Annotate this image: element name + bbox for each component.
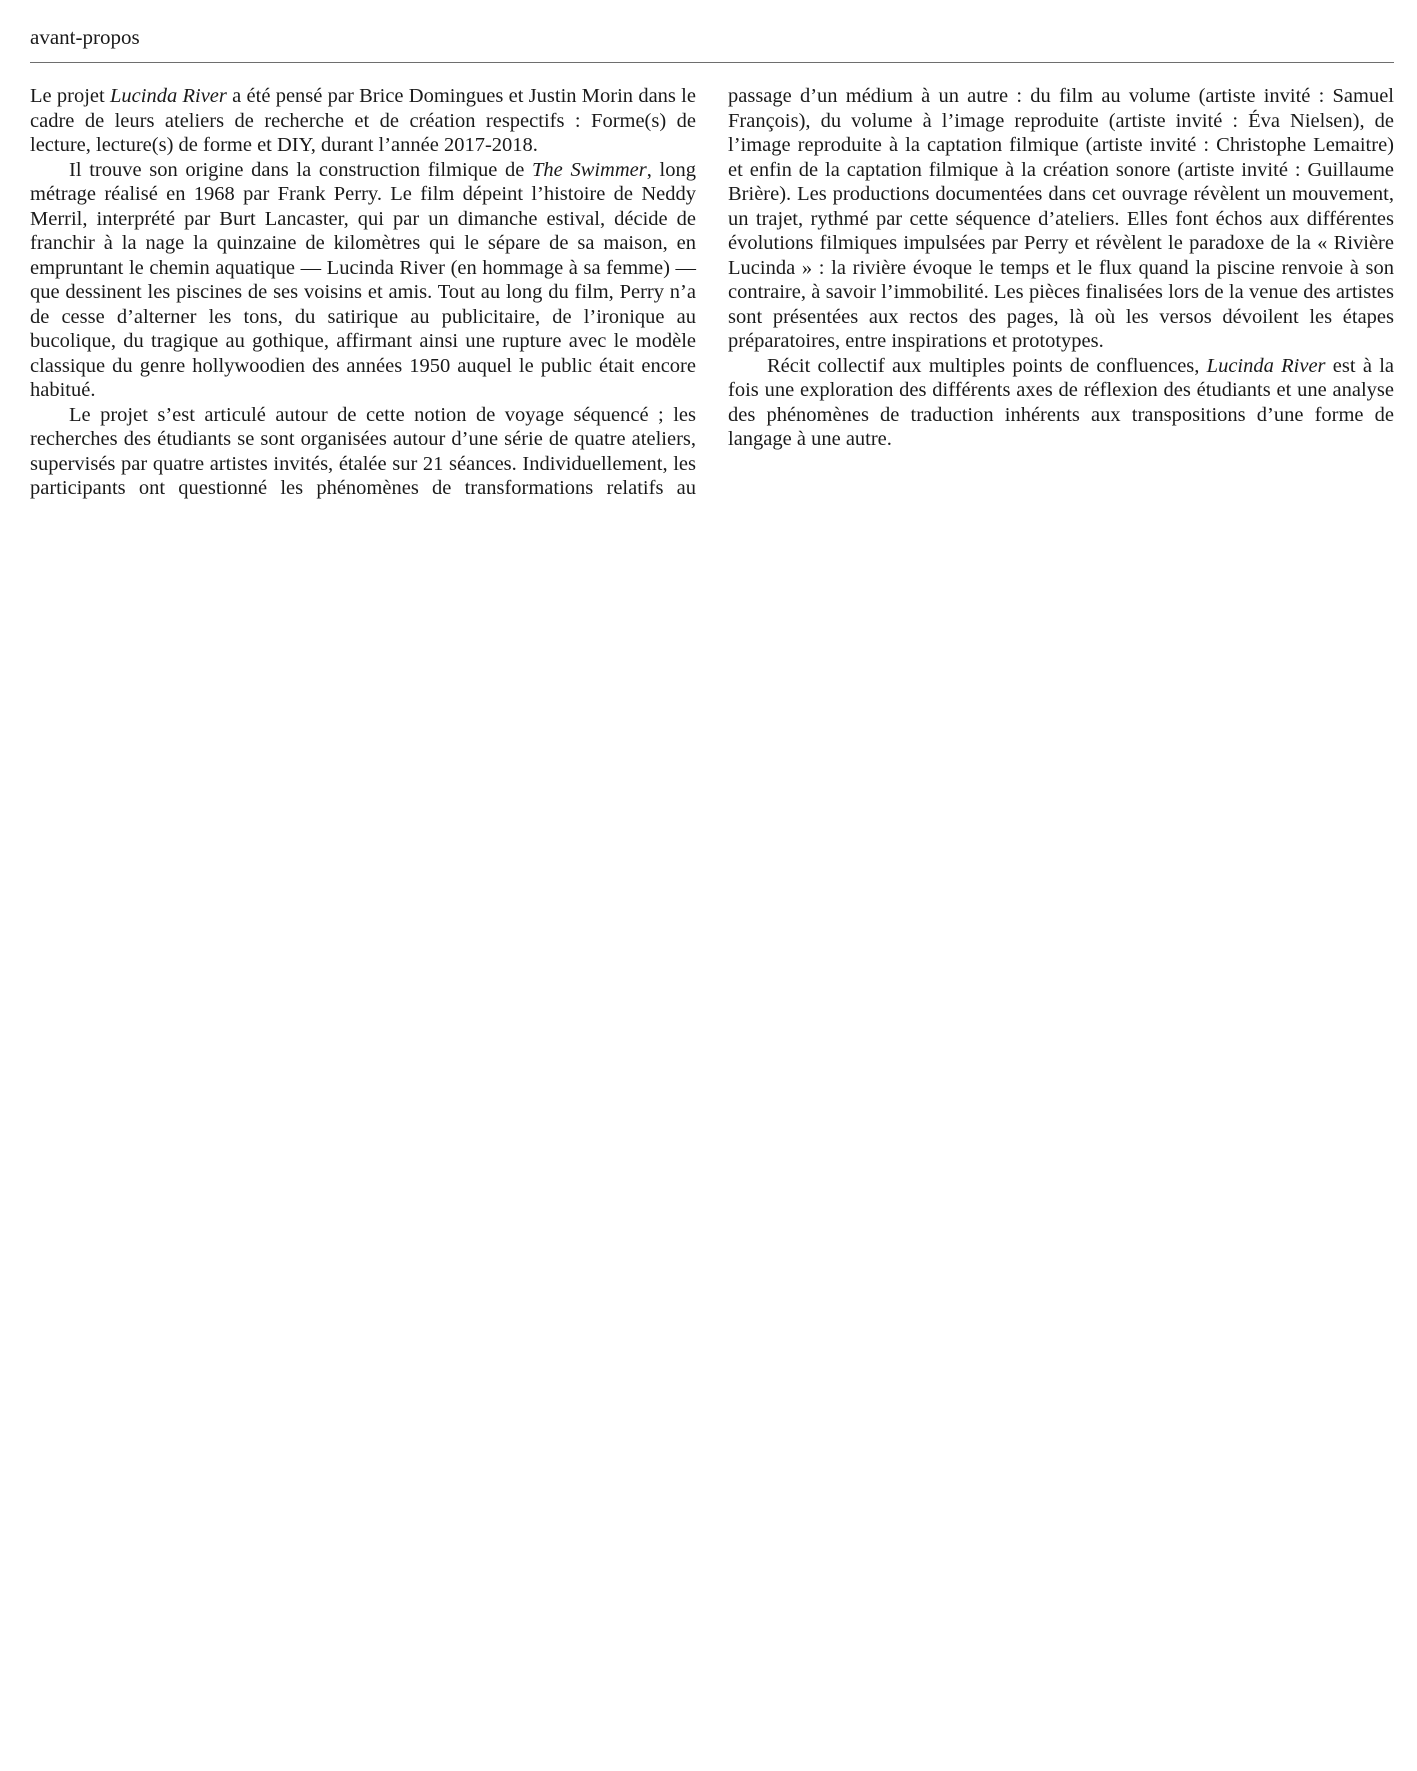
paragraph-2-text-b: , long métrage réalisé en 1968 par Frank Perry. Le film dépeint l’histoire de Neddy Merril, interprété par Burt Lancaster, qui par un dimanche estival, décide de franchir à la nage la quinzaine de kilomètres qui le sépare de sa maison, en empruntant le chemin aquatique — Lucinda River (en hommage à sa femme) — que dessinent les piscines de ses voisins et amis. Tout au long du film, Perry n’a de cesse d’alterner les tons, du satirique au publicitaire, de l’ironique au bucolique, du tragique au gothique, affirmant ainsi une rupture avec le modèle classique du genre hollywoodien des années 1950 auquel le public était encore habitué. (30, 158, 696, 401)
paragraph-4-title: Lucinda River (1206, 354, 1326, 377)
paragraph-2-title: The Swimmer (532, 158, 647, 181)
body-text (30, 84, 1394, 514)
paragraph-1-text-a: Le projet (30, 85, 110, 107)
paragraph-4-text-b: est à la fois une exploration des différents axes de réflexion des étudiants et une analyse des phénomènes de traduction inhérents aux transpositions d’une forme de langage à une autre. (728, 354, 1394, 450)
section-label: avant-propos (30, 25, 140, 49)
paragraph-1 (30, 84, 696, 158)
paragraph-1-text-b: a été pensé par Brice Domingues et Justin Morin dans le cadre de leurs ateliers de recherche et de création respectifs : Forme(s) de lecture, lecture(s) de forme et DIY, durant l’année 2017-2018. (30, 85, 696, 156)
paragraph-4-text-a: Récit collectif aux multiples points de confluences, (767, 354, 1207, 377)
page-header (30, 22, 1394, 63)
paragraph-1-title: Lucinda River (110, 85, 227, 107)
paragraph-2-text-a: Il trouve son origine dans la construction filmique de (69, 158, 533, 181)
paragraph-3-text: Le projet s’est articulé autour de cette notion de voyage séquencé ; les recherches des étudiants se sont organisées autour d’une série de quatre ateliers, supervisés par quatre artistes invités, étalée sur 21 séances. Individuellement, les participants ont questionné les phénomènes de transformations relatifs au passage d’un médium à un autre : du film au volume (artiste invité : Samuel François), du volume à l’image reproduite (artiste invité : Éva Nielsen), de l’image reproduite à la captation filmique (artiste invité : Christophe Lemaitre) et enfin de la captation filmique à la création sonore (artiste invité : Guillaume Brière). Les productions documentées dans cet ouvrage révèlent un mouvement, un trajet, rythmé par cette séquence d’ateliers. Elles font échos aux différentes évolutions filmiques impulsées par Perry et révèlent le paradoxe de la « Rivière Lucinda » : la rivière évoque le temps et le flux quand la piscine renvoie à son contraire, à savoir l’immobilité. Les pièces finalisées lors de la venue des artistes sont présentées aux rectos des pages, là où les versos dévoilent les étapes préparatoires, entre inspirations et prototypes. (30, 85, 1394, 499)
paragraph-4 (728, 354, 1394, 452)
paragraph-2 (30, 158, 696, 403)
